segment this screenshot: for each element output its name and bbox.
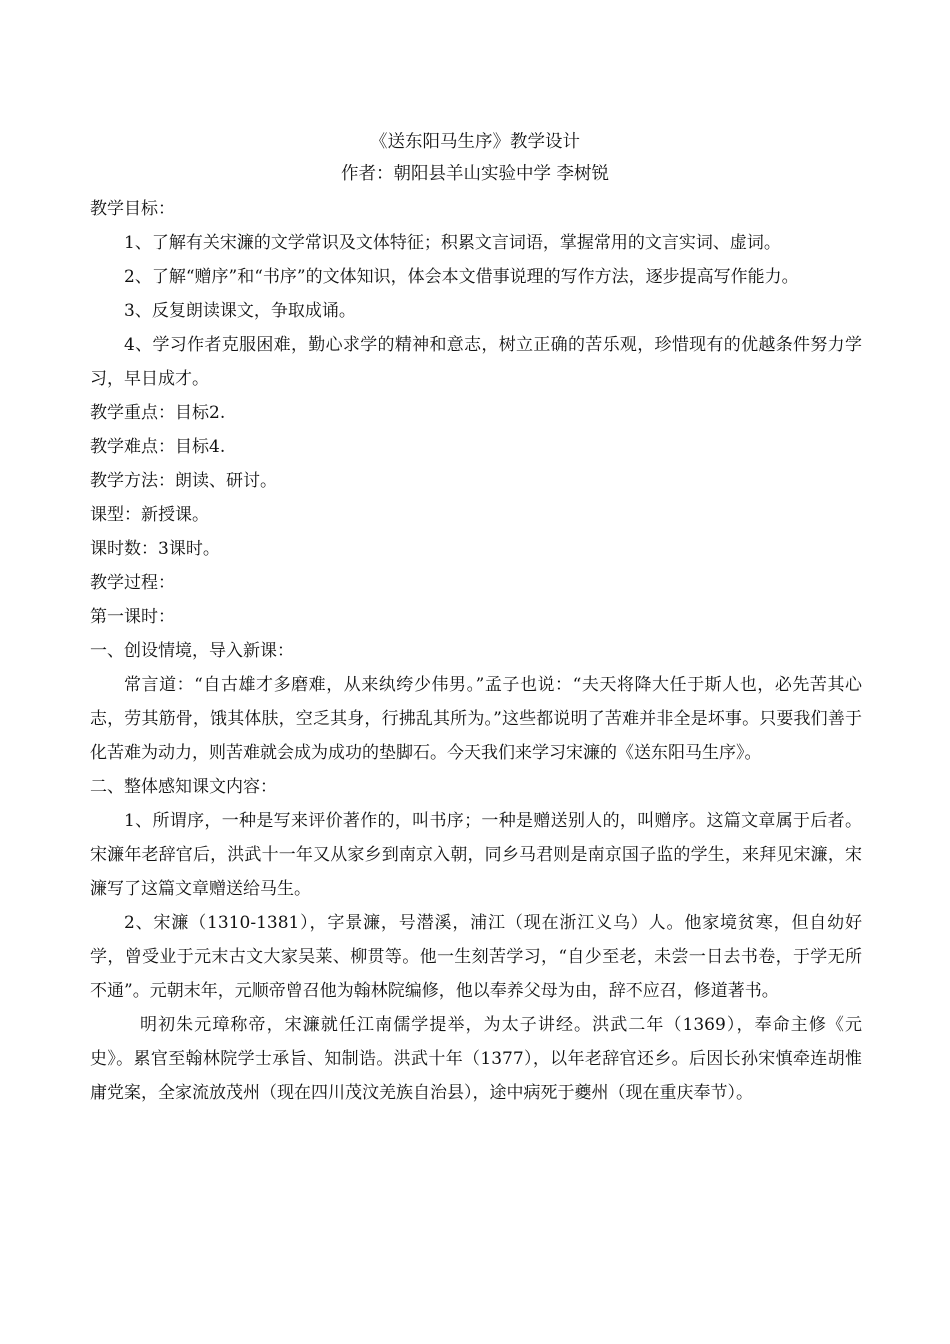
- step-2-item-2: 2、宋濂（1310-1381），字景濂，号潜溪，浦江（现在浙江义乌）人。他家境贫寒，但自幼好学，曾受业于元末古文大家吴莱、柳贯等。他一生刻苦学习，“自少至老，未尝一日去书卷，于学无所不通”。元朝末年，元顺帝曾召他为翰林院编修，他以奉养父母为由，辞不应召，修道著书。: [90, 913, 862, 1001]
- objective-1: 1、了解有关宋濂的文学常识及文体特征；积累文言词语，掌握常用的文言实词、虚词。: [124, 233, 781, 253]
- step-2-item-1: 1、所谓序，一种是写来评价著作的，叫书序；一种是赠送别人的，叫赠序。这篇文章属于后者。宋濂年老辞官后，洪武十一年又从家乡到南京入朝，同乡马君则是南京国子监的学生，来拜见宋濂，宋濂写了这篇文章赠送给马生。: [90, 811, 862, 899]
- lesson-hours: 课时数：3课时。: [90, 539, 220, 559]
- objective-4: 4、学习作者克服困难，勤心求学的精神和意志，树立正确的苦乐观，珍惜现有的优越条件努力学习，早日成才。: [90, 335, 862, 389]
- step-1-heading: 一、创设情境，导入新课：: [90, 641, 294, 661]
- section-heading-objectives: 教学目标：: [90, 199, 175, 219]
- teaching-method: 教学方法：朗读、研讨。: [90, 471, 277, 491]
- section-heading-first-lesson: 第一课时：: [90, 607, 175, 627]
- step-1-paragraph: 常言道：“自古雄才多磨难，从来纨绔少伟男。”孟子也说：“夫天将降大任于斯人也，必先苦其心志，劳其筋骨，饿其体肤，空乏其身，行拂乱其所为。”这些都说明了苦难并非全是坏事。只要我们善于化苦难为动力，则苦难就会成为成功的垫脚石。今天我们来学习宋濂的《送东阳马生序》。: [90, 675, 862, 763]
- document-body: [90, 192, 862, 1110]
- document-author: 作者：朝阳县羊山实验中学 李树锐: [340, 164, 610, 184]
- teaching-difficulty: 教学难点：目标4.: [90, 437, 226, 457]
- section-heading-process: 教学过程：: [90, 573, 175, 593]
- document-title: 《送东阳马生序》教学设计: [370, 132, 580, 152]
- objective-3: 3、反复朗读课文，争取成诵。: [124, 301, 356, 321]
- lesson-type: 课型：新授课。: [90, 505, 209, 525]
- step-2-heading: 二、整体感知课文内容：: [90, 777, 277, 797]
- objective-2: 2、了解“赠序”和“书序”的文体知识，体会本文借事说理的写作方法，逐步提高写作能力。: [124, 267, 799, 287]
- teaching-key-point: 教学重点：目标2.: [90, 403, 226, 423]
- step-2-item-2-continued: 明初朱元璋称帝，宋濂就任江南儒学提举，为太子讲经。洪武二年（1369），奉命主修《元史》。累官至翰林院学士承旨、知制诰。洪武十年（1377），以年老辞官还乡。后因长孙宋慎牵连胡惟庸党案，全家流放茂州（现在四川茂汶羌族自治县），途中病死于夔州（现在重庆奉节）。: [90, 1015, 862, 1103]
